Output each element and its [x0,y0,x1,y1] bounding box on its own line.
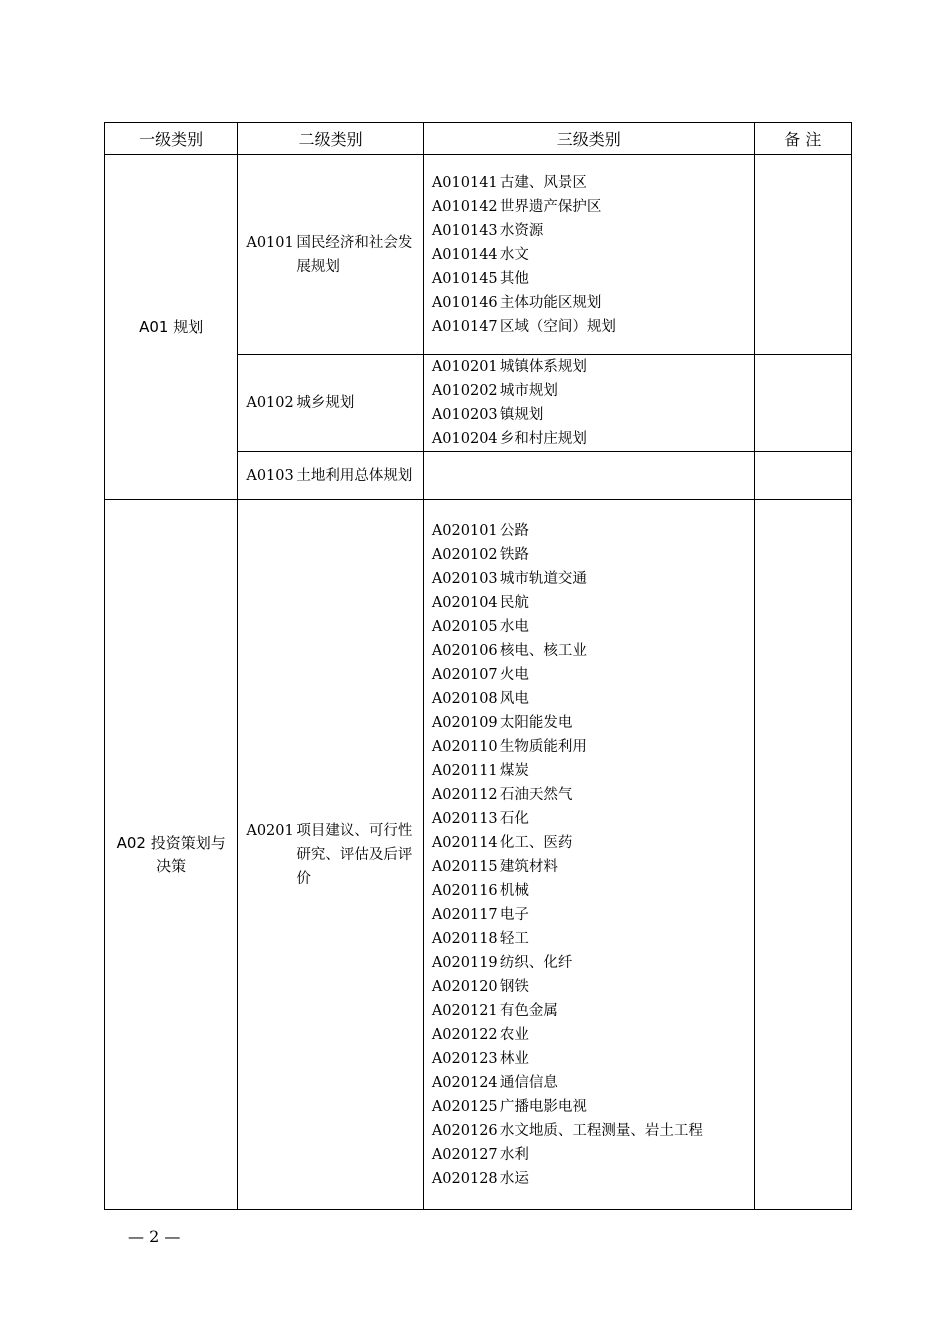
level3-name: 农业 [499,1026,529,1043]
table-row [105,155,852,355]
level3-item [432,1071,750,1095]
level3-item [432,855,750,879]
level2-code: A0102 [246,395,294,411]
level1-cell: A02 投资策划与决策 [105,500,238,1210]
level3-name: 世界遗产保护区 [499,198,602,215]
level3-code: A010145 [431,270,498,287]
level3-item [432,999,750,1023]
level3-item [432,711,750,735]
level3-code: A020128 [431,1170,498,1187]
level3-name: 太阳能发电 [499,714,573,731]
level3-name: 铁路 [499,546,529,563]
level2-code: A0201 [246,822,294,839]
level3-code: A020109 [431,714,498,731]
level3-code: A010146 [431,294,498,311]
level3-code: A020110 [431,738,498,755]
level3-item [432,1119,750,1143]
header-level3: 三级类别 [423,123,754,155]
level3-code: A010201 [431,359,498,375]
level3-item [432,519,750,543]
level2-code: A0103 [246,467,294,484]
level3-item [432,171,750,195]
level3-code: A020124 [431,1074,498,1091]
level3-name: 有色金属 [499,1002,558,1019]
level3-code: A020111 [431,762,498,779]
level3-name: 水利 [499,1146,529,1163]
level3-name: 公路 [499,522,529,539]
level3-code: A020127 [431,1146,498,1163]
table-row [105,500,852,1210]
level3-name: 林业 [499,1050,529,1067]
level3-code: A020107 [431,666,498,683]
level3-name: 化工、医药 [499,834,573,851]
level3-name: 生物质能利用 [499,738,587,755]
level2-cell [238,155,423,355]
level3-name: 城市规划 [499,383,558,399]
level3-item [432,1023,750,1047]
level3-item [432,543,750,567]
level3-name: 机械 [499,882,529,899]
level3-item [432,243,750,267]
level3-name: 火电 [499,666,529,683]
level3-code: A020117 [431,906,498,923]
level3-item [432,355,750,379]
level3-cell [423,155,754,355]
level3-code: A020125 [431,1098,498,1115]
level3-cell [423,452,754,500]
level3-code: A020104 [431,594,498,611]
level3-name: 水文 [499,246,529,263]
level3-item [432,403,750,427]
level3-name: 城市轨道交通 [499,570,587,587]
level3-item [432,267,750,291]
level3-code: A020114 [431,834,498,851]
level3-item [432,927,750,951]
level3-item [432,219,750,243]
level3-code: A010143 [431,222,498,239]
level3-name: 古建、风景区 [499,174,587,191]
level3-item [432,1143,750,1167]
level3-name: 核电、核工业 [499,642,587,659]
remarks-cell [754,500,851,1210]
level3-name: 城镇体系规划 [499,359,587,375]
level2-cell [238,500,423,1210]
level3-item [432,379,750,403]
level3-name: 民航 [499,594,529,611]
level3-code: A020105 [431,618,498,635]
level3-code: A020118 [431,930,498,947]
level3-item [432,1047,750,1071]
level3-item [432,903,750,927]
level3-item [432,759,750,783]
category-table [104,122,852,1210]
level3-name: 区域（空间）规划 [499,318,616,335]
header-row [105,123,852,155]
level3-item [432,567,750,591]
page-number: — 2 — [128,1227,181,1246]
level2-code: A0101 [246,234,294,251]
level3-name: 石油天然气 [499,786,573,803]
remarks-cell [754,452,851,500]
level3-name: 电子 [499,906,529,923]
level3-code: A020122 [431,1026,498,1043]
level3-code: A010204 [431,431,498,447]
level2-name: 项目建议、可行性研究、评估及后评价 [296,822,413,887]
level3-code: A020126 [431,1122,498,1139]
level3-code: A020121 [431,1002,498,1019]
level3-item [432,975,750,999]
level3-code: A010147 [431,318,498,335]
level3-item [432,315,750,339]
level3-code: A010144 [431,246,498,263]
level3-code: A020120 [431,978,498,995]
level3-name: 水电 [499,618,529,635]
level3-name: 其他 [499,270,529,287]
level2-name: 国民经济和社会发展规划 [296,234,413,275]
level3-item [432,639,750,663]
header-level1: 一级类别 [105,123,238,155]
level3-item [432,615,750,639]
level3-item [432,879,750,903]
level1-cell: A01 规划 [105,155,238,500]
level3-name: 建筑材料 [499,858,558,875]
level3-code: A020103 [431,570,498,587]
level3-code: A020102 [431,546,498,563]
level3-name: 通信信息 [499,1074,558,1091]
remarks-cell [754,355,851,452]
level3-name: 风电 [499,690,529,707]
table-body [105,155,852,1210]
header-level2: 二级类别 [238,123,423,155]
level3-name: 水资源 [499,222,544,239]
level2-cell [238,355,423,452]
level3-name: 水运 [499,1170,529,1187]
level3-code: A020106 [431,642,498,659]
level3-name: 钢铁 [499,978,529,995]
level3-cell [423,500,754,1210]
level3-item [432,1167,750,1191]
level3-name: 主体功能区规划 [499,294,602,311]
level3-cell [423,355,754,452]
level3-code: A020123 [431,1050,498,1067]
level3-name: 纺织、化纤 [499,954,573,971]
level3-item [432,735,750,759]
level3-item [432,195,750,219]
level3-name: 水文地质、工程测量、岩土工程 [499,1122,703,1139]
remarks-cell [754,155,851,355]
level3-item [432,291,750,315]
level2-name: 土地利用总体规划 [296,467,413,484]
level3-item [432,663,750,687]
level3-code: A020101 [431,522,498,539]
level3-name: 镇规划 [499,407,544,423]
level3-code: A020115 [431,858,498,875]
level3-name: 煤炭 [499,762,529,779]
level3-code: A010202 [431,383,498,399]
level3-name: 轻工 [499,930,529,947]
level3-code: A020119 [431,954,498,971]
level3-code: A010142 [431,198,498,215]
level3-code: A020116 [431,882,498,899]
level3-item [432,1095,750,1119]
level3-code: A020108 [431,690,498,707]
level3-code: A020113 [431,810,498,827]
level3-code: A010203 [431,407,498,423]
level3-code: A020112 [431,786,498,803]
level3-name: 乡和村庄规划 [499,431,587,447]
level3-name: 石化 [499,810,529,827]
level3-item [432,807,750,831]
header-remarks: 备 注 [754,123,851,155]
level3-item [432,687,750,711]
level3-item [432,591,750,615]
level3-item [432,783,750,807]
level2-name: 城乡规划 [296,395,355,411]
level2-cell [238,452,423,500]
level3-item [432,951,750,975]
level3-item [432,427,750,451]
level3-item [432,831,750,855]
level3-name: 广播电影电视 [499,1098,587,1115]
level3-code: A010141 [431,174,498,191]
